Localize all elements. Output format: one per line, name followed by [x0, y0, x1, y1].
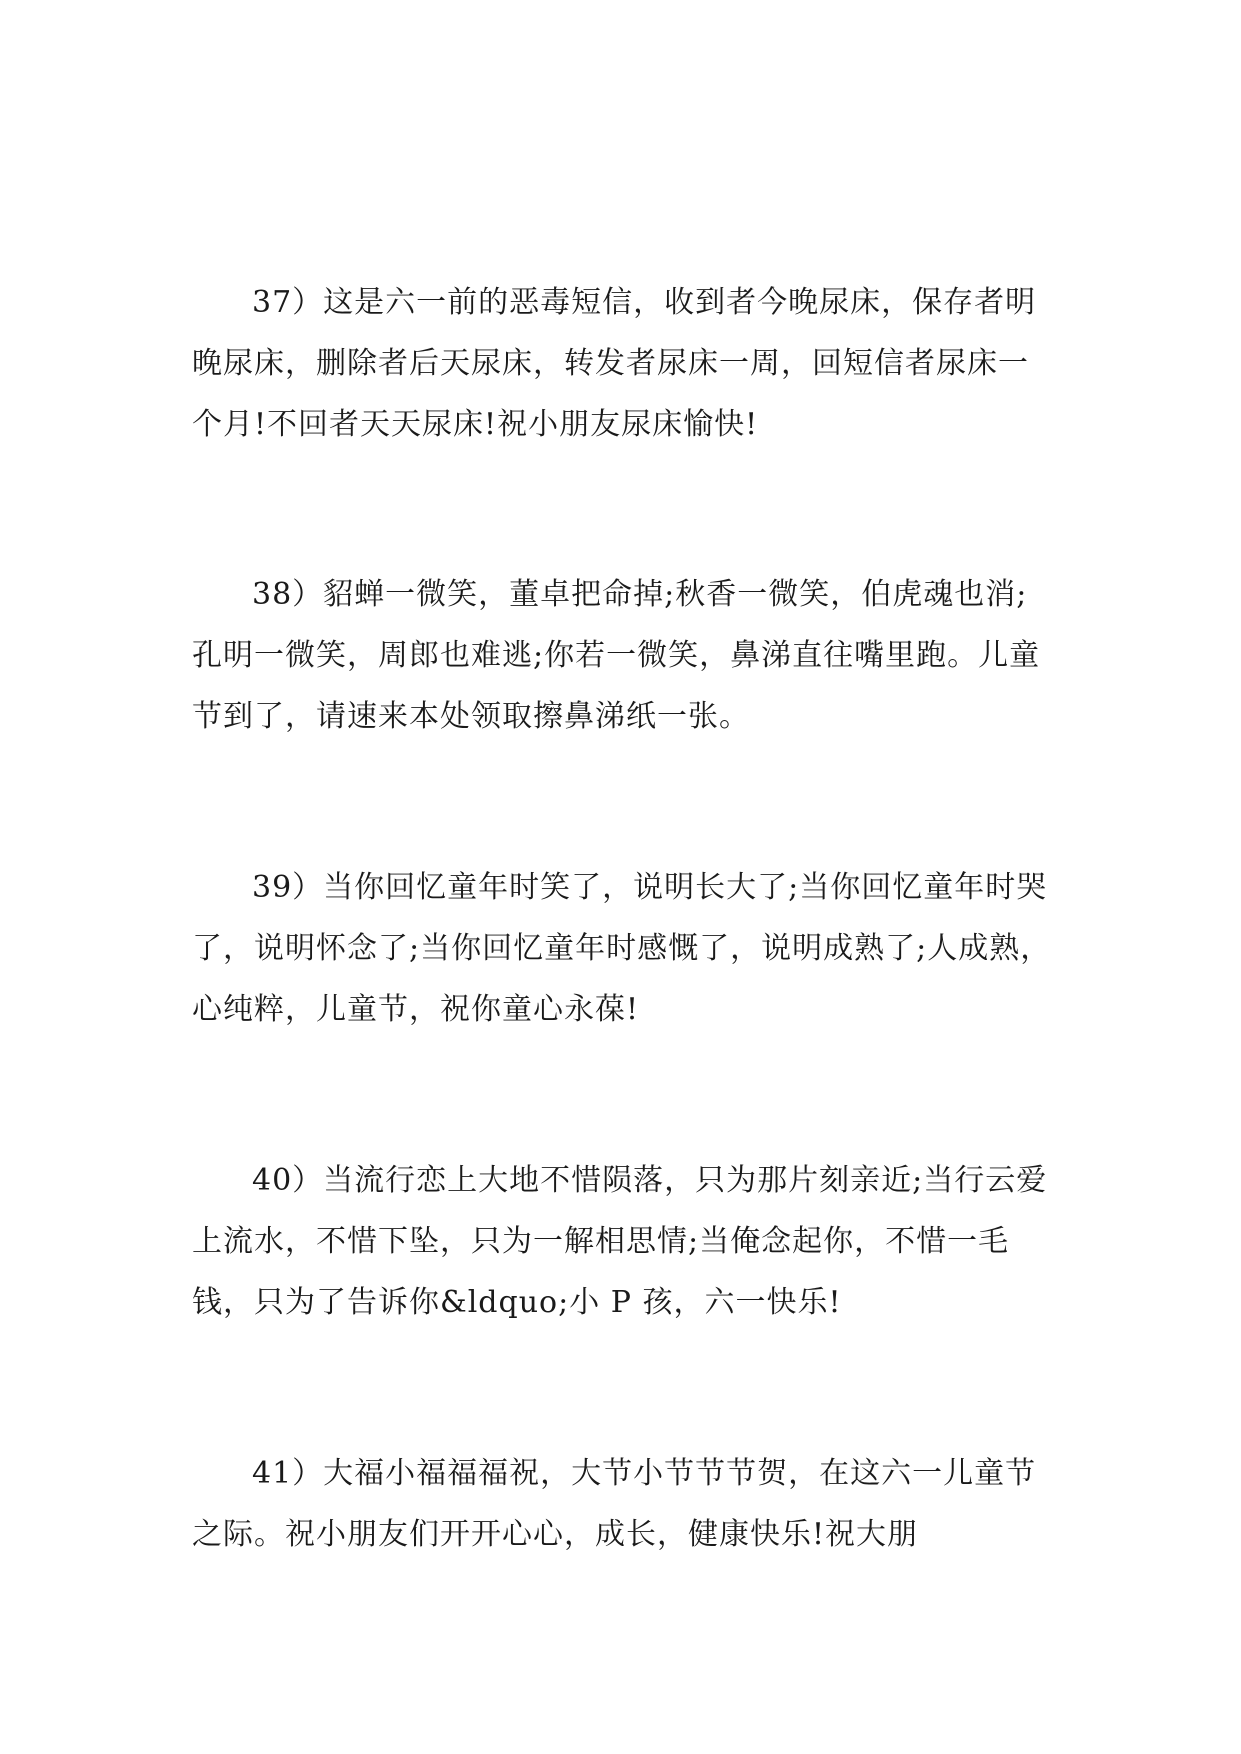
paragraph-40: 40）当流行恋上大地不惜陨落，只为那片刻亲近;当行云爱上流水，不惜下坠，只为一解相思情;当俺念起你，不惜一毛钱，只为了告诉你&ldquo;小 P 孩，六一快乐! [192, 1163, 1048, 1320]
paragraph-39: 39）当你回忆童年时笑了，说明长大了;当你回忆童年时哭了，说明怀念了;当你回忆童年时感慨了，说明成熟了;人成熟，心纯粹，儿童节，祝你童心永葆! [192, 870, 1052, 1027]
paragraph-38: 38）貂蝉一微笑，董卓把命掉;秋香一微笑，伯虎魂也消;孔明一微笑，周郎也难逃;你若一微笑，鼻涕直往嘴里跑。儿童节到了，请速来本处领取擦鼻涕纸一张。 [192, 577, 1041, 734]
paragraph-41: 41）大福小福福福祝，大节小节节节贺，在这六一儿童节之际。祝小朋友们开开心心，成长，健康快乐!祝大朋 [192, 1456, 1037, 1552]
paragraph-37: 37）这是六一前的恶毒短信，收到者今晚尿床，保存者明晚尿床，删除者后天尿床，转发者尿床一周，回短信者尿床一个月!不回者天天尿床!祝小朋友尿床愉快! [192, 285, 1037, 442]
